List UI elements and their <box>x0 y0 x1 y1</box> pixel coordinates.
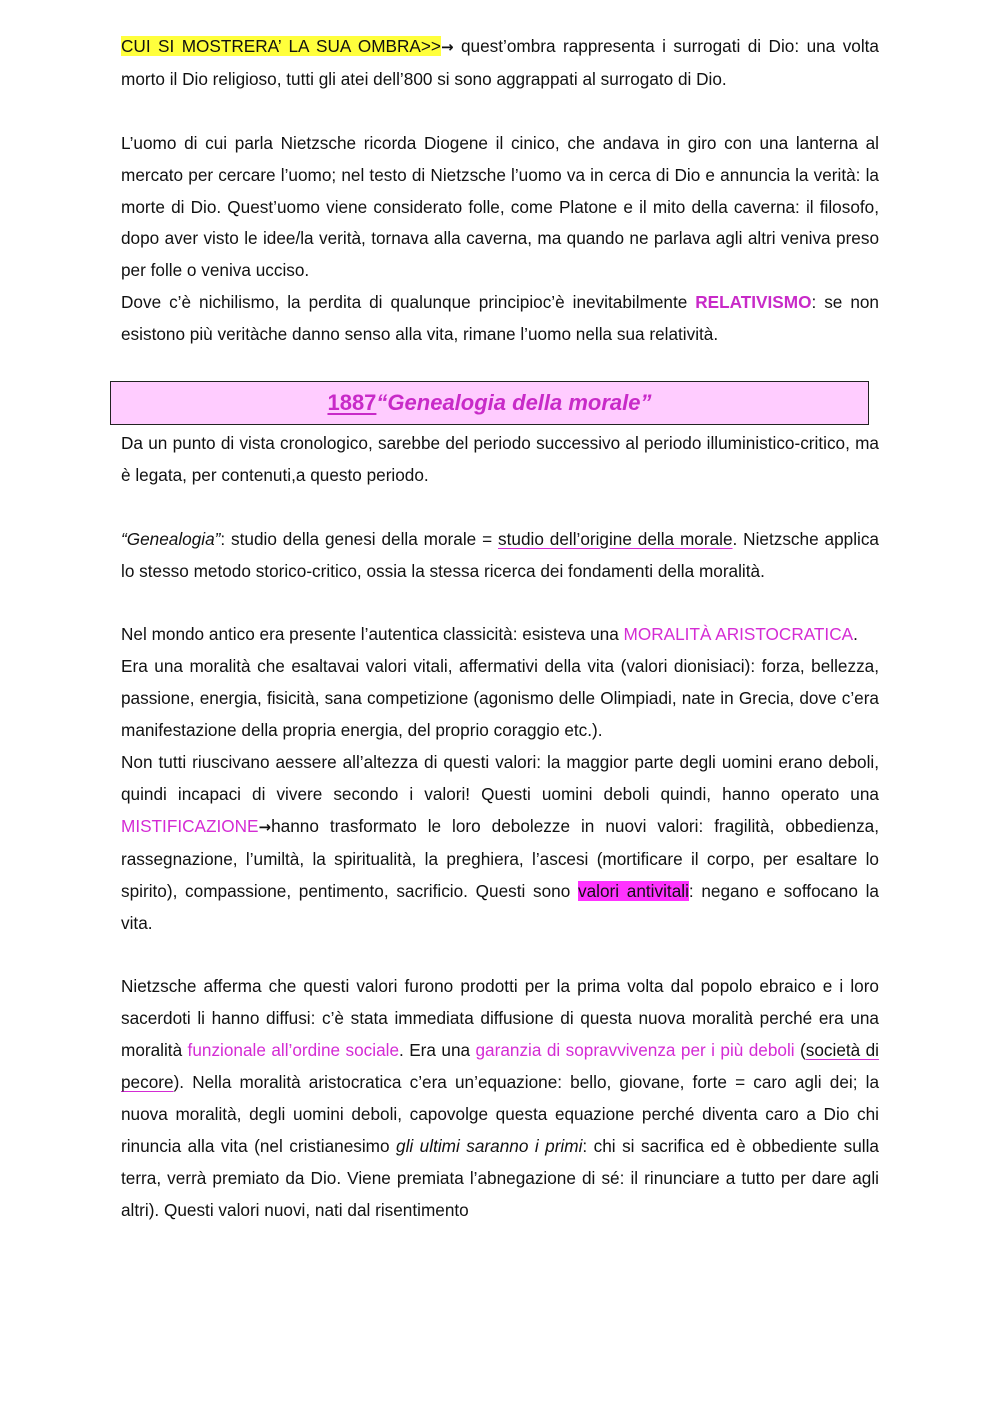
section-title-year: 1887 <box>327 390 377 416</box>
paragraph-text: Dove c’è nichilismo, la perdita di qualunque principioc’è inevitabilmente <box>121 292 696 313</box>
paragraph-text: : se non esistono più veritàche danno senso alla vita, rimane l’uomo nella sua relatività. <box>121 292 879 345</box>
italic-phrase: gli ultimi saranno i primi <box>396 1135 583 1156</box>
document-page <box>121 31 879 1227</box>
underlined-phrase: studio dell’origine della morale <box>498 528 733 549</box>
paragraph-text: quest’ombra rappresenta i surrogati di Dio: una volta morto il Dio religioso, tutti gli atei dell’800 si sono aggrappati al surrogato di Dio. <box>121 36 879 89</box>
paragraph-text: ). Nella moralità aristocratica c’era un’equazione: bello, giovane, forte = caro agli dei; la nuova moralità, degli uomini deboli, capovolge questa equazione perché diventa caro a Dio chi rinuncia alla vita (nel cristianesimo <box>121 1072 879 1156</box>
paragraph-text: Non tutti riuscivano aessere all’altezza di questi valori: la maggior parte degli uomini erano deboli, quindi incapaci di vivere secondo i valori! Questi uomini deboli quindi, hanno operato una <box>121 752 879 804</box>
term-mistificazione: MISTIFICAZIONE <box>121 815 259 836</box>
paragraph-diogene <box>121 128 879 288</box>
paragraph-popolo-ebraico <box>121 971 879 1226</box>
paragraph-genealogia <box>121 524 879 588</box>
paragraph-text: Da un punto di vista cronologico, sarebbe del periodo successivo al periodo illuministico-critico, ma è legata, per contenuti,a questo periodo. <box>121 433 879 485</box>
paragraph-ombra <box>121 31 879 96</box>
highlighted-phrase: CUI SI MOSTRERA’ LA SUA OMBRA>> <box>121 36 441 56</box>
paragraph-text: : negano e soffocano la vita. <box>121 880 879 933</box>
paragraph-text: Era una moralità che esaltavai valori vitali, affermativi della vita (valori dionisiaci): forza, bellezza, passione, energia, fisicità, sana competizione (agonismo delle Olimpiadi, nate in Grecia, dove c’era manifestazione della propria energia, del proprio coraggio etc.). <box>121 656 879 741</box>
arrow-icon: → <box>258 817 272 836</box>
paragraph-mistificazione <box>121 747 879 939</box>
section-title-text: “Genealogia della morale” <box>376 390 652 416</box>
paragraph-relativismo <box>121 287 879 351</box>
term-moralita-aristocratica: MORALITÀ ARISTOCRATICA <box>623 624 854 645</box>
paragraph-text: Nel mondo antico era presente l’autentica classicità: esisteva una <box>121 624 624 645</box>
term-genealogia: “Genealogia” <box>121 528 221 549</box>
paragraph-text: L’uomo di cui parla Nietzsche ricorda Diogene il cinico, che andava in giro con una lanterna al mercato per cercare l’uomo; nel testo di Nietzsche l’uomo va in cerca di Dio e annuncia la verità: la morte di Dio. Quest’uomo viene considerato folle, come Platone e il mito della caverna: il filosofo, dopo aver visto le idee/la verità, tornava alla caverna, ma quando ne parlava agli altri veniva preso per folle o veniva ucciso. <box>121 132 879 281</box>
paragraph-valori-vitali <box>121 651 879 747</box>
paragraph-text: . Nietzsche applica lo stesso metodo storico-critico, ossia la stessa ricerca dei fondamenti della moralità. <box>121 528 879 581</box>
underlined-phrase: società di pecore <box>121 1040 879 1093</box>
paragraph-text: hanno trasformato le loro debolezze in nuovi valori: fragilità, obbedienza, rassegnazione, l’umiltà, la spiritualità, la preghiera, l’ascesi (mortificare il corpo, per esaltare lo spirito), compassione, pentimento, sacrificio. Questi sono <box>121 815 879 901</box>
paragraph-text: . Era una <box>399 1040 476 1061</box>
paragraph-text: : chi si sacrifica ed è obbediente sulla terra, verrà premiato da Dio. Viene premiata l’abnegazione di sé: il rinunciare a tutto per dare agli altri). Questi valori nuovi, nati dal risentimento <box>121 1135 879 1220</box>
paragraph-text: : studio della genesi della morale = <box>220 528 499 549</box>
highlighted-phrase: valori antivitali <box>578 880 689 901</box>
section-title-box <box>110 381 869 425</box>
paragraph-cronologia <box>121 428 879 492</box>
paragraph-text: Nietzsche afferma che questi valori furono prodotti per la prima volta dal popolo ebraico e i loro sacerdoti li hanno diffusi: c’è stata immediata diffusione di questa nuova moralità perché era una moralità <box>121 976 879 1061</box>
arrow-icon: → <box>440 38 454 56</box>
paragraph-text: ( <box>794 1040 806 1061</box>
paragraph-mondo-antico <box>121 619 879 651</box>
term-ordine-sociale: funzionale all’ordine sociale <box>187 1040 400 1061</box>
paragraph-text: . <box>853 624 858 645</box>
term-garanzia: garanzia di sopravvivenza per i più deboli <box>475 1040 795 1061</box>
term-relativismo: RELATIVISMO <box>695 292 812 313</box>
